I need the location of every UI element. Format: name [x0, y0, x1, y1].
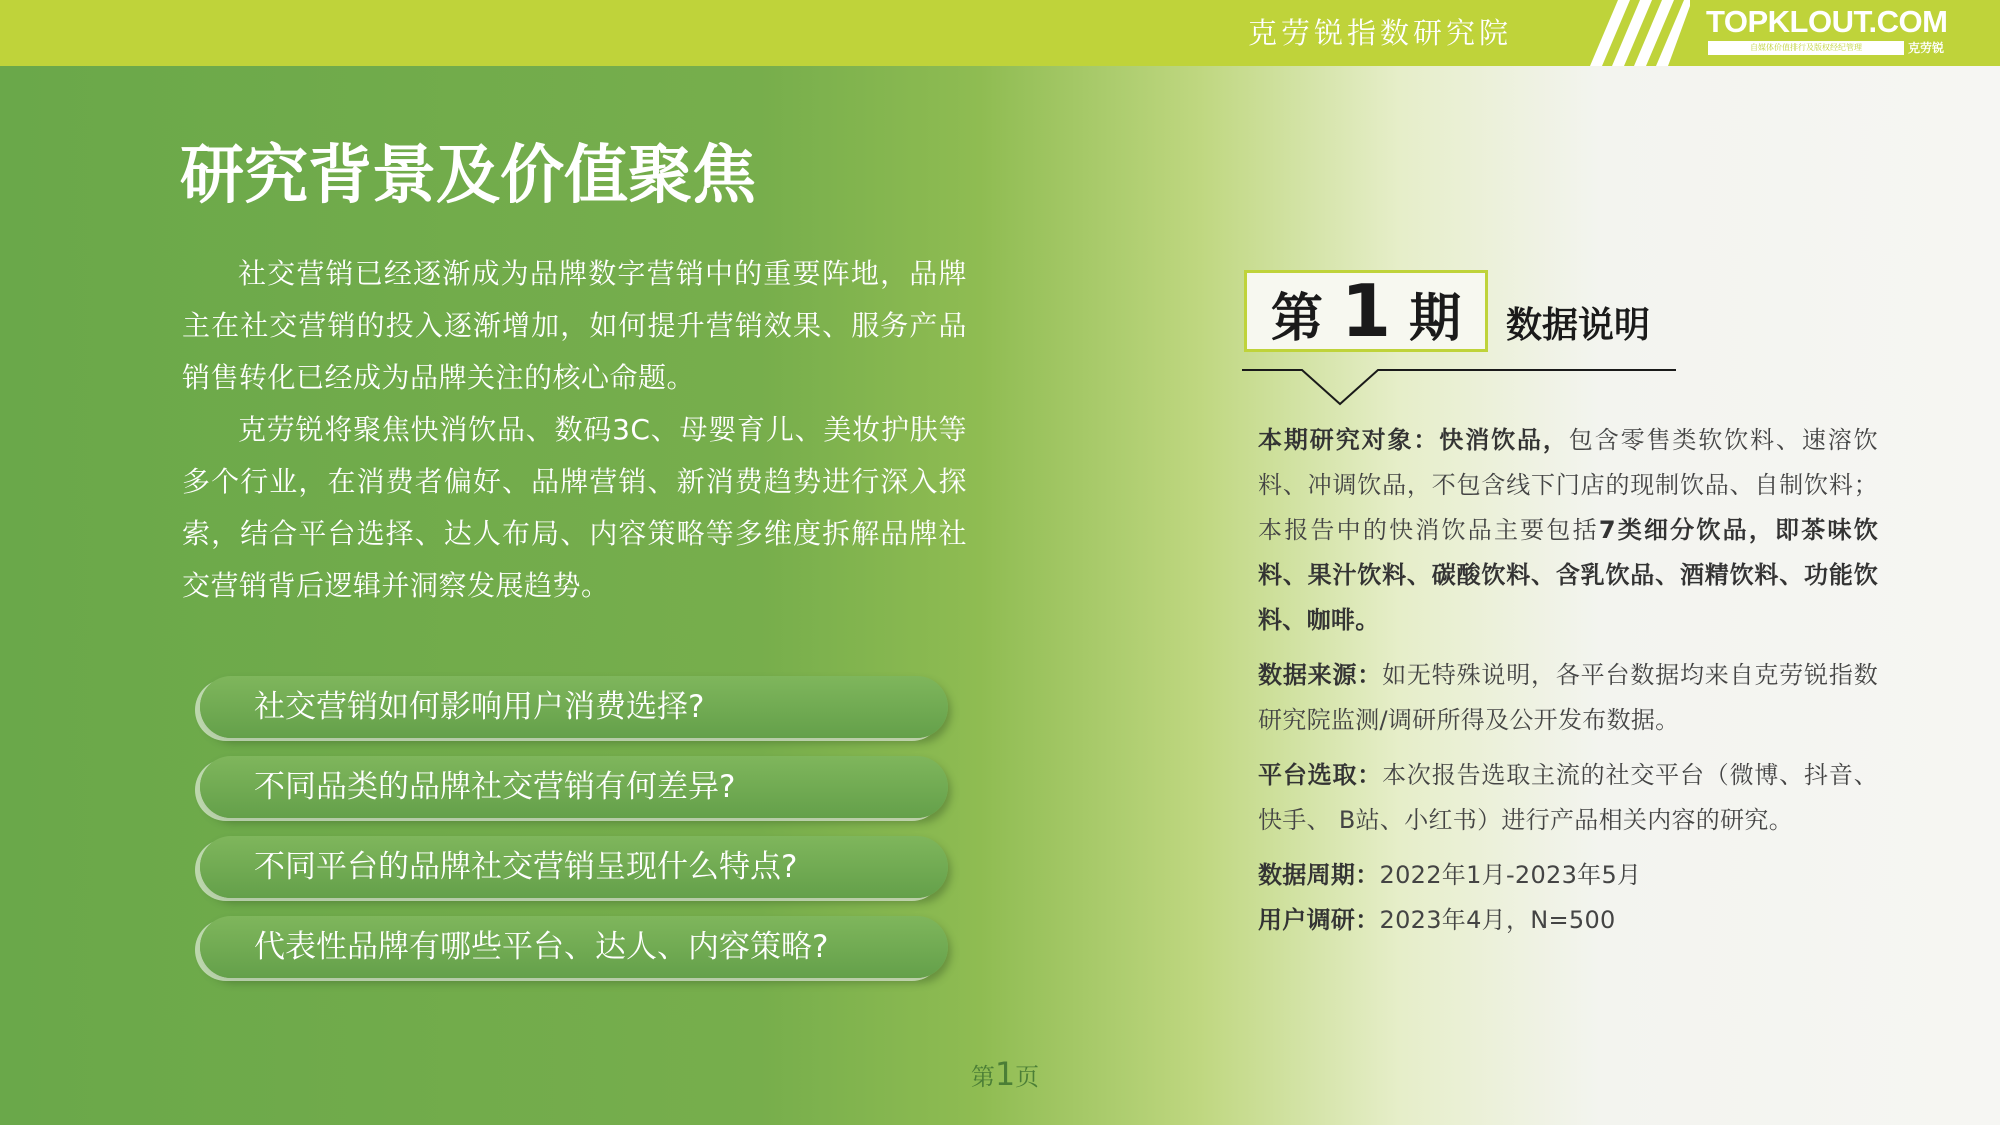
logo-text: TOPKLOUT.COM	[1706, 4, 1948, 39]
platform-selection-text: 本次报告选取主流的社交平台（微博、抖音、快手、 B站、小红书）进行产品相关内容的研究。	[1258, 761, 1879, 834]
page-title: 研究背景及价值聚焦	[180, 139, 756, 213]
logo-stripes-icon	[1590, 0, 1690, 66]
logo-tagline: 自媒体价值排行及版权经纪管理	[1708, 41, 1904, 55]
question-pill-4: 代表性品牌有哪些平台、达人、内容策略?	[200, 916, 948, 978]
platform-selection	[1258, 753, 1878, 843]
topklout-logo	[1706, 4, 1956, 62]
question-pill-1: 社交营销如何影响用户消费选择?	[200, 676, 948, 738]
divider-pointer-icon	[1242, 360, 1676, 408]
question-pill-2: 不同品类的品牌社交营销有何差异?	[200, 756, 948, 818]
page-prefix: 第	[970, 1063, 995, 1091]
header-bar	[0, 0, 2000, 66]
intro-paragraph-1: 社交营销已经逐渐成为品牌数字营销中的重要阵地，品牌主在社交营销的投入逐渐增加，如何提升营销效果、服务产品销售转化已经成为品牌关注的核心命题。	[182, 257, 967, 394]
research-object-highlight: 快消饮品，	[1439, 426, 1569, 454]
user-survey	[1258, 898, 1878, 943]
org-name: 克劳锐指数研究院	[1248, 16, 1513, 50]
research-object-text: 包含零售类软饮料、速溶饮料、冲调饮品，不包含线下门店的现制饮品、自制饮料；本报告中的快消饮品主要包括	[1258, 426, 1878, 544]
user-survey-label: 用户调研：	[1258, 906, 1380, 934]
data-source-text: 如无特殊说明，各平台数据均来自克劳锐指数研究院监测/调研所得及公开发布数据。	[1258, 661, 1879, 734]
page-number	[945, 1054, 1065, 1094]
period-suffix: 期	[1409, 289, 1462, 349]
page-suffix: 页	[1015, 1063, 1040, 1091]
data-period-label: 数据周期：	[1258, 861, 1380, 889]
platform-selection-label: 平台选取：	[1258, 761, 1383, 789]
logo-brand-name: 克劳锐	[1908, 41, 1945, 55]
data-source-label: 数据来源：	[1258, 661, 1383, 689]
data-period-text: 2022年1月-2023年5月	[1379, 861, 1642, 889]
period-number: 1	[1340, 269, 1392, 353]
research-object-categories: 7类细分饮品，即茶味饮料、果汁饮料、碳酸饮料、含乳饮品、酒精饮料、功能饮料、咖啡。	[1258, 516, 1878, 634]
research-object	[1258, 418, 1878, 643]
page-number-value: 1	[994, 1055, 1016, 1093]
research-object-label: 本期研究对象：	[1258, 426, 1440, 454]
data-description	[1258, 418, 1878, 943]
data-source	[1258, 653, 1878, 743]
question-pill-3: 不同平台的品牌社交营销呈现什么特点?	[200, 836, 948, 898]
period-prefix: 第	[1270, 289, 1323, 349]
intro-text	[182, 248, 967, 612]
period-label	[1247, 269, 1485, 353]
question-list	[200, 676, 948, 996]
data-description-title: 数据说明	[1506, 305, 1651, 346]
period-badge	[1244, 270, 1488, 352]
intro-paragraph-2: 克劳锐将聚焦快消饮品、数码3C、母婴育儿、美妆护肤等多个行业，在消费者偏好、品牌营销、新消费趋势进行深入探索，结合平台选择、达人布局、内容策略等多维度拆解品牌社交营销背后逻辑并洞察发展趋势。	[182, 413, 967, 602]
user-survey-text: 2023年4月，N=500	[1379, 906, 1616, 934]
data-period	[1258, 853, 1878, 898]
